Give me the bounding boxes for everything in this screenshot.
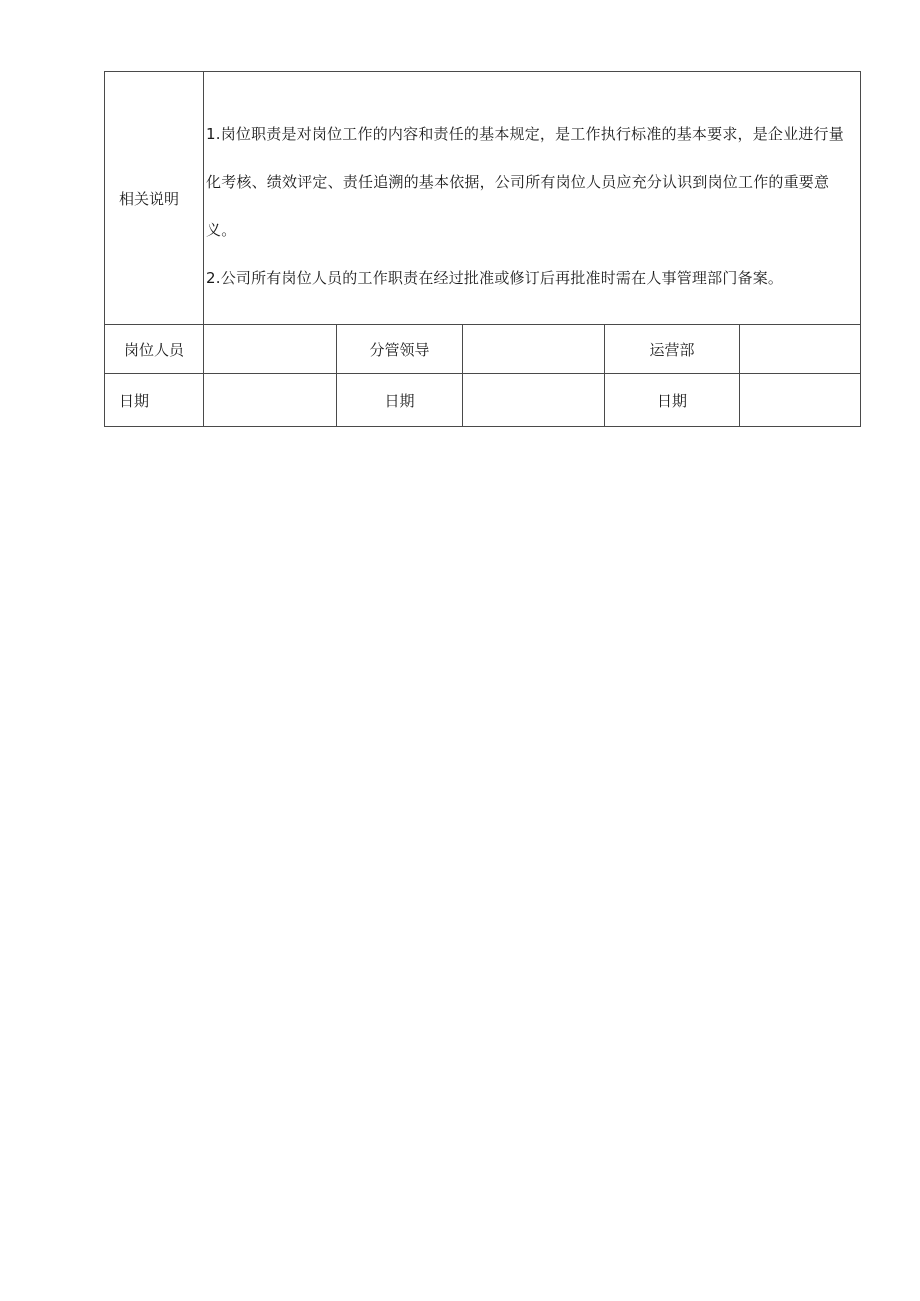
position-staff-label: 岗位人员	[105, 325, 204, 374]
supervisor-label: 分管领导	[337, 325, 463, 374]
approval-form-table	[104, 71, 861, 427]
related-notes-row	[105, 72, 861, 325]
note-paragraph-1: 1.岗位职责是对岗位工作的内容和责任的基本规定，是工作执行标准的基本要求，是企业进行量化考核、绩效评定、责任追溯的基本依据，公司所有岗位人员应充分认识到岗位工作的重要意义。	[206, 125, 844, 239]
operations-signature-field[interactable]	[740, 325, 861, 374]
date-field-operations[interactable]	[740, 374, 861, 427]
related-notes-label: 相关说明	[105, 72, 204, 325]
date-row	[105, 374, 861, 427]
signature-row	[105, 325, 861, 374]
date-label-staff: 日期	[105, 374, 204, 427]
supervisor-signature-field[interactable]	[463, 325, 605, 374]
operations-label: 运营部	[605, 325, 740, 374]
date-label-operations: 日期	[605, 374, 740, 427]
related-notes-content	[204, 72, 861, 325]
position-staff-signature-field[interactable]	[204, 325, 337, 374]
date-field-staff[interactable]	[204, 374, 337, 427]
date-label-supervisor: 日期	[337, 374, 463, 427]
note-paragraph-2: 2.公司所有岗位人员的工作职责在经过批准或修订后再批准时需在人事管理部门备案。	[206, 269, 784, 287]
date-field-supervisor[interactable]	[463, 374, 605, 427]
